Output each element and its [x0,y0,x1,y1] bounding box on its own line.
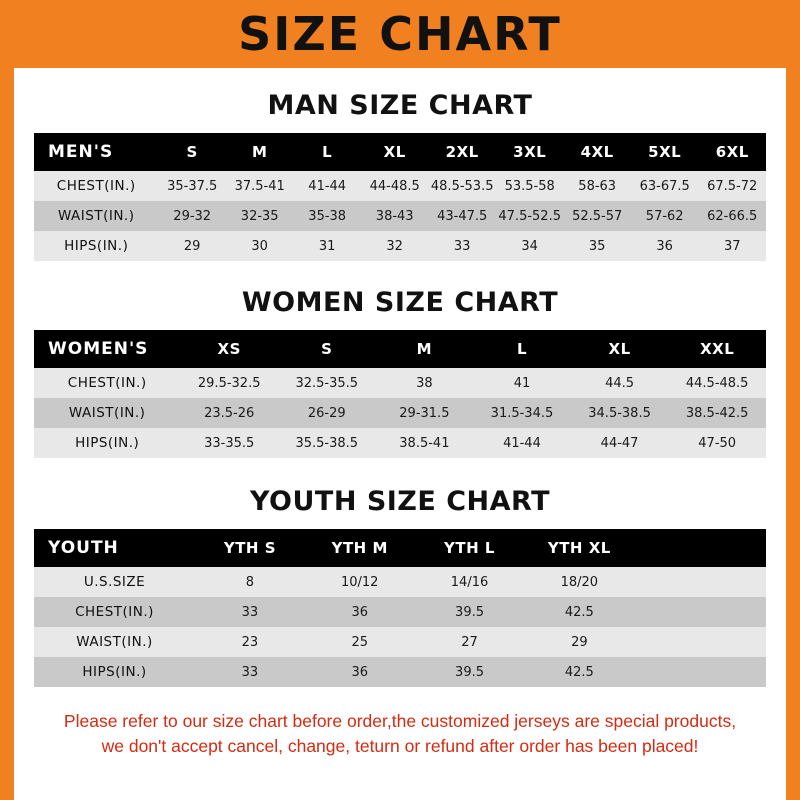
table-cell: 39.5 [455,664,484,680]
column-header: YTH S [223,539,277,557]
table-cell: 8 [245,574,255,590]
table-cell: 62-66.5 [707,208,758,224]
table-cell: 33 [241,604,259,620]
table-cell: 37.5-41 [234,178,285,194]
women-size-table [34,330,766,458]
column-header: 4XL [580,143,614,161]
row-label: CHEST(IN.) [56,178,136,194]
table-row [34,171,766,201]
table-cell: 32-35 [240,208,279,224]
table-cell: 44-48.5 [369,178,420,194]
table-cell: 33 [453,238,471,254]
table-cell: 29-32 [173,208,212,224]
table-cell: 47-50 [698,435,737,451]
table-cell: 29 [571,634,588,650]
table-cell: 38 [416,375,433,391]
table-cell: 31.5-34.5 [490,405,554,421]
table-cell: 29.5-32.5 [197,375,261,391]
women-section-title: WOMEN SIZE CHART [241,287,559,318]
page-title: SIZE CHART [238,7,562,61]
column-header: XS [217,340,241,358]
table-cell: 38.5-42.5 [685,405,749,421]
row-label: WAIST(IN.) [68,405,146,421]
table-row [34,368,766,398]
table-row [34,428,766,458]
table-cell: 32 [386,238,403,254]
footer-note-line-2: we don't accept cancel, change, teturn or refund after order has been placed! [101,736,699,757]
table-cell: 25 [351,634,368,650]
table-cell: 36 [656,238,673,254]
table-cell: 43-47.5 [437,208,488,224]
table-row [34,597,766,627]
table-cell: 35-38 [308,208,347,224]
row-label: WAIST(IN.) [76,634,153,650]
column-header: YTH L [444,539,495,557]
table-header-row [34,133,766,171]
column-header: XL [608,340,631,358]
footer-note-line-1: Please refer to our size chart before order,the customized jerseys are special products, [63,711,737,731]
table-cell-spacer [634,627,766,657]
row-label: HIPS(IN.) [75,435,140,451]
table-row [34,627,766,657]
content-area [14,90,786,760]
column-header: WOMEN'S [48,339,149,359]
youth-section-title: YOUTH SIZE CHART [249,486,551,517]
row-label: HIPS(IN.) [64,238,129,254]
column-header: S [186,143,198,161]
column-header: 5XL [648,143,682,161]
table-cell: 23.5-26 [204,405,255,421]
table-cell: 26-29 [307,405,346,421]
table-cell: 27 [461,634,478,650]
table-cell: 44.5 [605,375,635,391]
table-cell: 36 [351,664,368,680]
table-cell: 34.5-38.5 [588,405,651,421]
table-cell: 44.5-48.5 [685,375,749,391]
table-row [34,567,766,597]
row-label: WAIST(IN.) [57,208,135,224]
table-header-row [34,529,766,567]
table-cell: 37 [723,238,741,254]
table-cell: 14/16 [450,574,489,590]
column-header: YTH XL [547,539,611,557]
column-header: MEN'S [48,142,114,162]
table-cell: 29-31.5 [399,405,450,421]
row-label: CHEST(IN.) [75,604,154,620]
table-row [34,201,766,231]
row-label: CHEST(IN.) [67,375,147,391]
column-header: YTH M [331,539,388,557]
table-cell: 23 [241,634,259,650]
table-cell: 52.5-57 [572,208,623,224]
table-cell: 41 [513,375,531,391]
table-cell: 39.5 [455,604,484,620]
table-cell: 47.5-52.5 [498,208,561,224]
table-cell-spacer [634,567,766,597]
table-cell: 32.5-35.5 [295,375,359,391]
column-header: L [322,143,333,161]
column-header-spacer [634,529,766,567]
footer-note [34,709,766,760]
column-header: 3XL [513,143,547,161]
header-banner [14,0,786,68]
table-cell: 18/20 [560,574,599,590]
table-header-row [34,330,766,368]
column-header: XL [383,143,406,161]
table-cell-spacer [634,597,766,627]
table-cell: 31 [318,238,336,254]
table-cell: 35.5-38.5 [295,435,359,451]
man-size-table [34,133,766,261]
row-label: U.S.SIZE [83,574,146,590]
table-cell: 42.5 [564,604,594,620]
table-row [34,231,766,261]
table-cell: 35-37.5 [167,178,218,194]
column-header: 2XL [445,143,479,161]
man-section-title: MAN SIZE CHART [267,90,533,121]
column-header: 6XL [715,143,749,161]
table-row [34,657,766,687]
table-cell: 29 [183,238,201,254]
column-header: XXL [700,340,735,358]
table-cell: 41-44 [503,435,541,451]
table-cell: 53.5-58 [504,178,555,194]
table-cell: 33 [241,664,259,680]
table-cell: 33-35.5 [204,435,255,451]
column-header: M [416,340,433,358]
table-cell: 35 [588,238,606,254]
table-cell: 63-67.5 [639,178,690,194]
table-cell: 67.5-72 [707,178,758,194]
table-cell: 58-63 [578,178,617,194]
table-cell: 10/12 [340,574,379,590]
row-label: HIPS(IN.) [82,664,147,680]
table-cell: 38-43 [375,208,414,224]
column-header: S [321,340,333,358]
table-cell: 30 [251,238,268,254]
table-cell: 48.5-53.5 [430,178,494,194]
table-cell: 36 [351,604,368,620]
column-header: M [251,143,268,161]
table-cell: 57-62 [645,208,684,224]
column-header: L [516,340,527,358]
table-cell: 42.5 [564,664,594,680]
table-cell-spacer [634,657,766,687]
table-cell: 41-44 [308,178,347,194]
table-cell: 34 [521,238,538,254]
youth-size-table [34,529,766,687]
table-cell: 44-47 [600,435,639,451]
table-row [34,398,766,428]
table-cell: 38.5-41 [399,435,450,451]
column-header: YOUTH [48,538,119,558]
